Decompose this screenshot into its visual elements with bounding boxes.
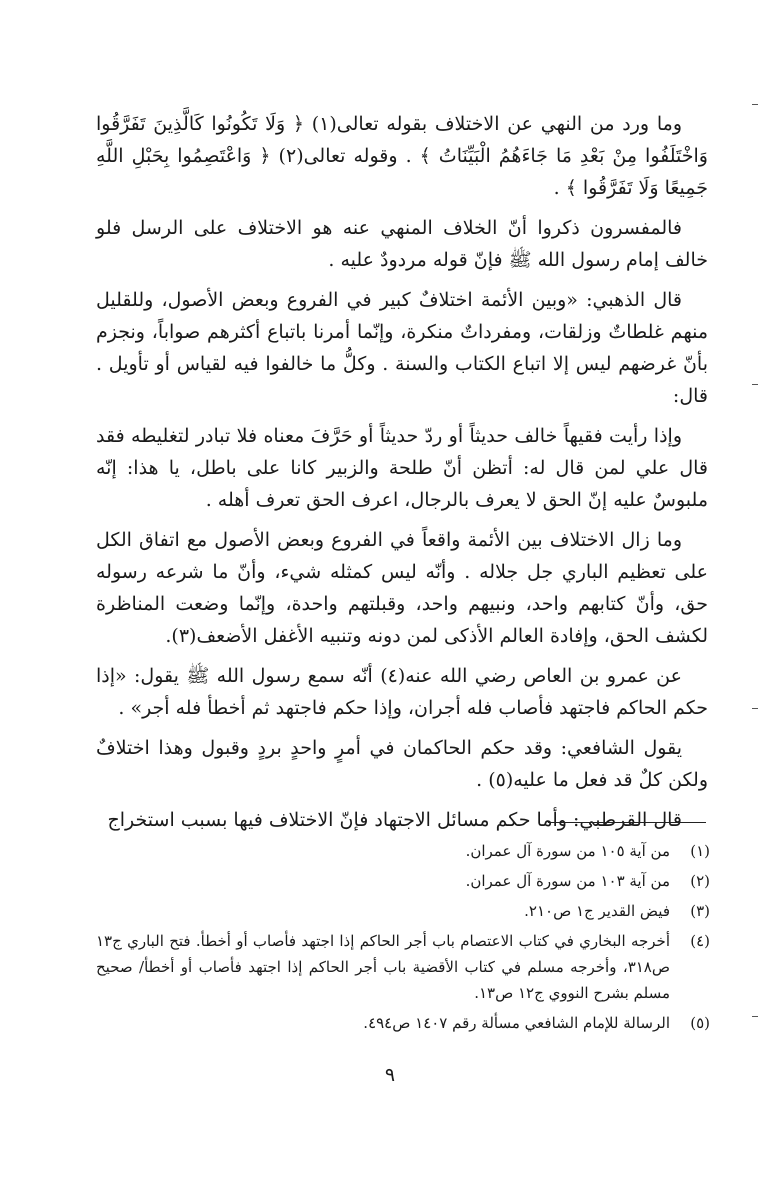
footnote-text: أخرجه البخاري في كتاب الاعتصام باب أجر الحاكم إذا اجتهد فأصاب أو أخطأ. فتح الباري ج١٣ ص٣١٨، وأخرجه مسلم في كتاب الأقضية باب أجر الحاكم إذا اجتهد فأصاب أو أخطأ/ صحيح مسلم بشرح النووي ج١٢ ص١٣. <box>96 932 670 1002</box>
edge-mark <box>752 708 758 709</box>
footnote-text: فيض القدير ج١ ص٢١٠. <box>524 902 670 920</box>
paragraph: قال القرطبي: وأما حكم مسائل الاجتهاد فإنّ الاختلاف فيها بسبب استخراج <box>107 809 682 831</box>
edge-mark <box>752 1016 758 1017</box>
edge-mark <box>752 384 758 385</box>
footnote-number: (٤) <box>690 932 710 950</box>
footnote-separator <box>548 822 706 823</box>
footnote-text: من آية ١٠٥ من سورة آل عمران. <box>465 842 670 860</box>
footnotes <box>96 838 710 1040</box>
footnote <box>96 868 710 894</box>
edge-mark <box>752 104 758 105</box>
main-text <box>96 108 708 844</box>
paragraph: قال الذهبي: «وبين الأئمة اختلافٌ كبير في الفروع وبعض الأصول، وللقليل منهم غلطاتٌ وزلقات، ومفرداتٌ منكرة، وإنّما أمرنا باتباع أكثرهم صواباً، ونجزم بأنّ غرضهم ليس إلا اتباع الكتاب والسنة . وكلُّ ما خالفوا فيه لقياس أو تأويل . قال: <box>96 289 708 407</box>
footnote-number: (١) <box>690 842 710 860</box>
footnote <box>96 1010 710 1036</box>
footnote-number: (٣) <box>690 902 710 920</box>
paragraph: وإذا رأيت فقيهاً خالف حديثاً أو ردّ حديثاً أو حَرَّفَ معناه فلا تبادر لتغليطه فقد قال علي لمن قال له: أتظن أنّ طلحة والزبير كانا على باطل، يا هذا: إنّه ملبوسٌ عليه إنّ الحق لا يعرف بالرجال، اعرف الحق تعرف أهله . <box>96 425 708 511</box>
footnote <box>96 928 710 1006</box>
paragraph: يقول الشافعي: وقد حكم الحاكمان في أمرٍ واحدٍ بردٍ وقبول وهذا اختلافٌ ولكن كلٌ قد فعل ما عليه(٥) . <box>96 737 708 791</box>
footnote-number: (٢) <box>690 872 710 890</box>
footnote <box>96 898 710 924</box>
paragraph: عن عمرو بن العاص رضي الله عنه(٤) أنّه سمع رسول الله ﷺ يقول: «إذا حكم الحاكم فاجتهد فأصاب فله أجران، وإذا حكم فاجتهد ثم أخطأ فله أجر» . <box>96 665 708 719</box>
footnote-text: من آية ١٠٣ من سورة آل عمران. <box>465 872 670 890</box>
footnote-text: الرسالة للإمام الشافعي مسألة رقم ١٤٠٧ ص٤٩٤. <box>363 1014 670 1032</box>
paragraph: وما زال الاختلاف بين الأئمة واقعاً في الفروع وبعض الأصول مع اتفاق الكل على تعظيم الباري جل جلاله . وأنّه ليس كمثله شيء، وأنّ ما شرعه رسوله حق، وأنّ كتابهم واحد، ونبيهم واحد، وقبلتهم واحدة، وإنّما وضعت المناظرة لكشف الحق، وإفادة العالم الأذكى لمن دونه وتنبيه الأغفل الأضعف(٣). <box>96 529 708 647</box>
page-number: ٩ <box>384 1064 396 1086</box>
footnote <box>96 838 710 864</box>
paragraph: وما ورد من النهي عن الاختلاف بقوله تعالى(١) ﴿ وَلَا تَكُونُوا كَالَّذِينَ تَفَرَّقُوا وَاخْتَلَفُوا مِنْ بَعْدِ مَا جَاءَهُمُ الْبَيِّنَاتُ ﴾ . وقوله تعالى(٢) ﴿ وَاعْتَصِمُوا بِحَبْلِ اللَّهِ جَمِيعًا وَلَا تَفَرَّقُوا ﴾ . <box>96 113 708 199</box>
paragraph: فالمفسرون ذكروا أنّ الخلاف المنهي عنه هو الاختلاف على الرسل فلو خالف إمام رسول الله ﷺ فإنّ قوله مردودٌ عليه . <box>96 217 708 271</box>
footnote-number: (٥) <box>690 1014 710 1032</box>
